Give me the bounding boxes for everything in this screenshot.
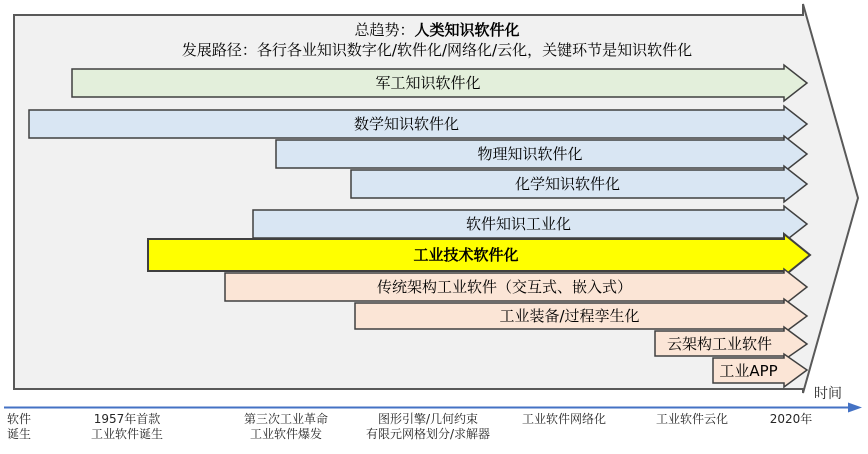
cloud-industrial-software-bar-label: 云架构工业软件 — [666, 334, 772, 353]
military-knowledge-bar-label: 军工知识软件化 — [375, 74, 481, 92]
traditional-industrial-software-bar-label: 传统架构工业软件（交互式、嵌入式） — [376, 278, 632, 296]
industrial-technology-bar-label: 工业技术软件化 — [413, 246, 519, 264]
milestone-line1: 软件 — [7, 412, 32, 426]
time-axis-arrowhead-icon — [848, 403, 862, 413]
physics-knowledge-bar-label: 物理知识软件化 — [477, 145, 583, 163]
math-knowledge-bar-label: 数学知识软件化 — [353, 115, 459, 133]
development-path-subtitle: 发展路径：各行各业知识数字化/软件化/网络化/云化，关键环节是知识软件化 — [181, 41, 693, 59]
trend-label: 总趋势： — [354, 21, 415, 39]
overall-trend-title — [17, 20, 857, 40]
milestone-line2: 有限元网格划分/求解器 — [365, 427, 491, 441]
milestone-line2: 工业软件爆发 — [249, 427, 322, 441]
milestone-line2: 工业软件诞生 — [90, 427, 163, 441]
time-axis-label: 时间 — [814, 386, 842, 402]
trend-value: 人类知识软件化 — [414, 21, 520, 39]
milestone-line1: 图形引擎/几何约束 — [377, 412, 479, 426]
milestone-line1: 2020年 — [769, 412, 813, 426]
industrial-app-bar-label: 工业APP — [719, 361, 778, 380]
milestone-line1: 工业软件云化 — [655, 412, 728, 426]
milestone-line1: 工业软件网络化 — [521, 412, 606, 426]
chemistry-knowledge-bar-label: 化学知识软件化 — [514, 175, 620, 193]
milestone-line1: 1957年首款 — [93, 412, 161, 426]
milestone-line2: 诞生 — [7, 427, 32, 441]
software-knowledge-bar-label: 软件知识工业化 — [465, 215, 571, 233]
industrial-equipment-bar-label: 工业装备/过程孪生化 — [499, 307, 640, 325]
milestone-1957-first-industrial-software — [47, 412, 207, 442]
milestone-industrial-software-networked — [494, 412, 634, 427]
milestone-2020 — [741, 412, 841, 427]
milestone-line1: 第三次工业革命 — [243, 412, 328, 426]
